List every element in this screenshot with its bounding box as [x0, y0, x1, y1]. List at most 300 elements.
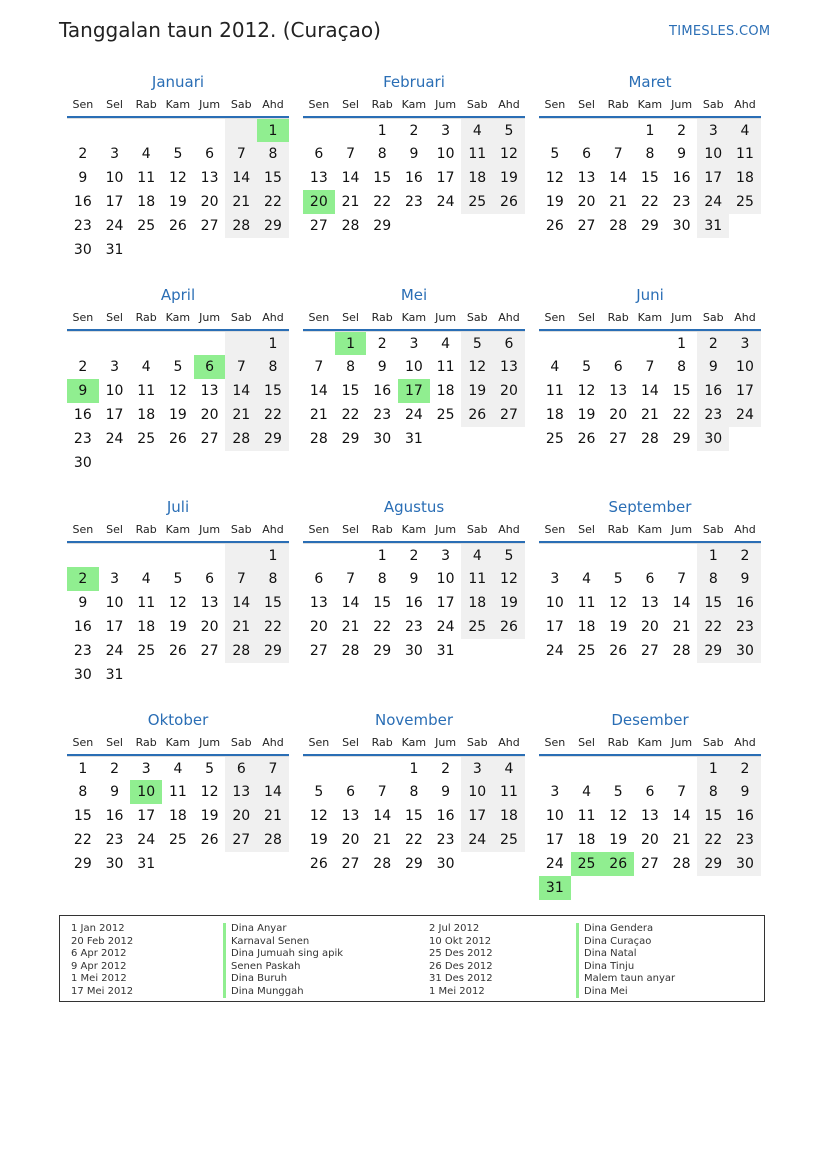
day-cell: 23 — [73, 643, 92, 659]
month-name: Juni — [636, 286, 664, 304]
day-cell: 15 — [73, 808, 92, 824]
empty-cell — [571, 876, 603, 900]
empty-cell — [130, 451, 162, 475]
day-cell: 1 — [335, 331, 367, 355]
day-cell: 5 — [493, 118, 525, 142]
day-cell: 29 — [373, 218, 392, 234]
weekday-label: Jum — [671, 98, 693, 111]
empty-cell — [493, 639, 525, 663]
day-cell: 14 — [309, 383, 328, 399]
day-cell: 11 — [493, 780, 525, 804]
day-cell: 12 — [168, 170, 187, 186]
day-cell: 18 — [729, 166, 761, 190]
day-cell: 2 — [99, 756, 131, 780]
day-cell: 8 — [257, 567, 289, 591]
weekday-label: Ahd — [498, 98, 520, 111]
day-cell: 29 — [404, 856, 423, 872]
day-cell: 6 — [225, 756, 257, 780]
day-cell: 11 — [137, 383, 156, 399]
day-cell: 17 — [105, 194, 124, 210]
day-cell: 21 — [341, 619, 360, 635]
day-cell: 24 — [436, 619, 455, 635]
day-cell: 11 — [461, 567, 493, 591]
day-cell: 17 — [697, 166, 729, 190]
empty-cell — [162, 238, 194, 262]
day-cell: 14 — [640, 383, 659, 399]
day-cell: 20 — [341, 832, 360, 848]
day-cell: 24 — [105, 218, 124, 234]
weekday-label: Kam — [401, 523, 427, 536]
day-cell: 19 — [168, 619, 187, 635]
day-cell: 31 — [404, 431, 423, 447]
weekday-label: Sel — [578, 736, 595, 749]
day-cell: 26 — [602, 852, 634, 876]
weekday-label: Ahd — [262, 736, 284, 749]
empty-cell — [366, 756, 398, 780]
day-cell: 10 — [105, 595, 124, 611]
empty-cell — [602, 118, 634, 142]
day-cell: 20 — [303, 190, 335, 214]
day-cell: 6 — [346, 784, 355, 800]
weekday-label: Sen — [308, 523, 330, 536]
weekday-label: Rab — [135, 523, 157, 536]
day-cell: 13 — [225, 780, 257, 804]
month-name: Maret — [628, 73, 672, 91]
weekday-label: Sab — [466, 311, 488, 324]
day-cell: 30 — [436, 856, 455, 872]
empty-cell — [539, 756, 571, 780]
day-cell: 1 — [398, 756, 430, 780]
weekday-label: Jum — [435, 98, 457, 111]
weekday-label: Jum — [199, 523, 221, 536]
day-cell: 8 — [409, 784, 419, 800]
day-cell: 22 — [257, 403, 289, 427]
empty-cell — [461, 639, 493, 663]
weekday-label: Ahd — [734, 98, 756, 111]
day-cell: 21 — [373, 832, 392, 848]
day-cell: 3 — [697, 118, 729, 142]
day-cell: 15 — [697, 591, 729, 615]
weekday-label: Sel — [578, 311, 595, 324]
month-juli — [67, 495, 289, 687]
day-cell: 26 — [493, 190, 525, 214]
weekday-label: Ahd — [498, 311, 520, 324]
day-cell: 13 — [577, 170, 596, 186]
weekday-label: Jum — [435, 523, 457, 536]
day-cell: 14 — [609, 170, 628, 186]
day-grid — [303, 756, 525, 876]
day-cell: 16 — [404, 595, 423, 611]
month-name: Agustus — [383, 498, 445, 516]
weekday-label: Jum — [199, 98, 221, 111]
day-cell: 23 — [729, 828, 761, 852]
day-cell: 5 — [194, 756, 226, 780]
day-cell: 13 — [609, 383, 628, 399]
empty-cell — [162, 663, 194, 687]
weekday-header — [539, 307, 761, 331]
day-cell: 15 — [257, 166, 289, 190]
day-cell: 3 — [110, 146, 119, 162]
empty-cell — [666, 543, 698, 567]
weekday-label: Sab — [702, 523, 724, 536]
day-cell: 16 — [73, 619, 92, 635]
day-cell: 7 — [314, 359, 324, 375]
empty-cell — [634, 756, 666, 780]
day-cell: 4 — [461, 118, 493, 142]
day-cell: 24 — [105, 643, 124, 659]
day-grid — [303, 118, 525, 238]
day-cell: 30 — [73, 242, 92, 258]
weekday-label: Sen — [544, 98, 566, 111]
day-cell: 22 — [373, 194, 392, 210]
day-cell: 13 — [200, 170, 219, 186]
day-cell: 5 — [582, 359, 591, 375]
weekday-label: Sel — [578, 523, 595, 536]
day-cell: 31 — [697, 214, 729, 238]
day-cell: 18 — [137, 194, 156, 210]
day-cell: 19 — [168, 407, 187, 423]
month-name: Juli — [166, 498, 190, 516]
empty-cell — [225, 852, 257, 876]
day-cell: 28 — [640, 431, 659, 447]
day-cell: 8 — [257, 142, 289, 166]
weekday-label: Sab — [702, 98, 724, 111]
weekday-label: Kam — [637, 98, 663, 111]
day-cell: 25 — [729, 190, 761, 214]
empty-cell — [539, 331, 571, 355]
day-cell: 19 — [545, 194, 564, 210]
day-cell: 13 — [341, 808, 360, 824]
month-februari — [303, 70, 525, 238]
empty-cell — [461, 852, 493, 876]
weekday-label: Kam — [165, 523, 191, 536]
day-cell: 29 — [257, 639, 289, 663]
day-cell: 22 — [373, 619, 392, 635]
month-name: Januari — [151, 73, 205, 91]
day-cell: 4 — [461, 543, 493, 567]
day-cell: 30 — [729, 852, 761, 876]
weekday-label: Sen — [308, 98, 330, 111]
month-name: Oktober — [147, 711, 209, 729]
legend-holiday-name: Dina Gendera — [576, 923, 675, 936]
day-cell: 26 — [168, 218, 187, 234]
empty-cell — [194, 852, 226, 876]
day-cell: 31 — [105, 242, 124, 258]
day-cell: 15 — [697, 804, 729, 828]
day-cell: 31 — [539, 876, 571, 900]
day-cell: 4 — [141, 359, 151, 375]
weekday-label: Sen — [544, 311, 566, 324]
day-cell: 18 — [137, 619, 156, 635]
weekday-label: Rab — [135, 98, 157, 111]
legend-holiday-name: Karnaval Senen — [223, 936, 343, 949]
day-cell: 19 — [461, 379, 493, 403]
day-cell: 5 — [613, 784, 623, 800]
day-cell: 4 — [582, 571, 591, 587]
empty-cell — [194, 238, 226, 262]
day-cell: 25 — [545, 431, 564, 447]
legend-holiday-name: Dina Tinju — [576, 961, 675, 974]
day-cell: 13 — [640, 808, 659, 824]
empty-cell — [67, 543, 99, 567]
empty-cell — [130, 663, 162, 687]
empty-cell — [99, 331, 131, 355]
day-cell: 21 — [609, 194, 628, 210]
legend-date: 9 Apr 2012 — [71, 960, 127, 972]
day-cell: 2 — [729, 756, 761, 780]
weekday-label: Ahd — [734, 311, 756, 324]
weekday-header — [303, 307, 525, 331]
day-cell: 2 — [398, 543, 430, 567]
day-cell: 24 — [404, 407, 423, 423]
weekday-label: Sel — [106, 311, 123, 324]
weekday-label: Jum — [435, 311, 457, 324]
day-cell: 29 — [697, 852, 729, 876]
day-cell: 24 — [545, 643, 564, 659]
day-cell: 7 — [613, 146, 623, 162]
day-cell: 21 — [225, 190, 257, 214]
empty-cell — [162, 852, 194, 876]
empty-cell — [398, 214, 430, 238]
day-cell: 21 — [341, 194, 360, 210]
day-cell: 2 — [366, 331, 398, 355]
day-cell: 8 — [697, 567, 729, 591]
day-cell: 13 — [200, 595, 219, 611]
day-cell: 7 — [257, 756, 289, 780]
day-cell: 9 — [697, 355, 729, 379]
day-cell: 24 — [461, 828, 493, 852]
weekday-label: Sel — [342, 523, 359, 536]
day-cell: 19 — [309, 832, 328, 848]
empty-cell — [130, 118, 162, 142]
day-cell: 19 — [493, 166, 525, 190]
day-cell: 9 — [78, 595, 88, 611]
weekday-label: Sen — [308, 311, 330, 324]
day-cell: 17 — [545, 832, 564, 848]
day-cell: 22 — [257, 615, 289, 639]
day-cell: 28 — [309, 431, 328, 447]
day-cell: 20 — [640, 832, 659, 848]
day-cell: 9 — [377, 359, 387, 375]
day-cell: 20 — [225, 804, 257, 828]
weekday-label: Rab — [135, 736, 157, 749]
day-cell: 16 — [729, 804, 761, 828]
day-cell: 27 — [640, 643, 659, 659]
day-cell: 10 — [729, 355, 761, 379]
empty-cell — [461, 214, 493, 238]
day-cell: 24 — [436, 194, 455, 210]
day-cell: 3 — [398, 331, 430, 355]
day-cell: 18 — [168, 808, 187, 824]
weekday-label: Kam — [401, 736, 427, 749]
day-cell: 27 — [341, 856, 360, 872]
day-cell: 2 — [430, 756, 462, 780]
day-cell: 27 — [200, 431, 219, 447]
empty-cell — [303, 543, 335, 567]
day-cell: 12 — [609, 595, 628, 611]
day-cell: 20 — [577, 194, 596, 210]
day-cell: 15 — [257, 379, 289, 403]
empty-cell — [571, 543, 603, 567]
day-cell: 7 — [225, 567, 257, 591]
weekday-label: Sab — [466, 523, 488, 536]
legend-date: 6 Apr 2012 — [71, 948, 127, 959]
day-cell: 15 — [373, 170, 392, 186]
day-cell: 21 — [672, 619, 691, 635]
day-grid — [539, 118, 761, 238]
weekday-label: Sen — [72, 523, 94, 536]
weekday-label: Jum — [199, 311, 221, 324]
weekday-label: Sab — [230, 98, 252, 111]
weekday-label: Rab — [607, 736, 629, 749]
weekday-label: Rab — [371, 98, 393, 111]
day-cell: 11 — [577, 808, 596, 824]
month-name: Februari — [383, 73, 445, 91]
legend-date: 17 Mei 2012 — [71, 985, 134, 997]
day-cell: 19 — [168, 194, 187, 210]
day-cell: 19 — [609, 832, 628, 848]
day-cell: 26 — [577, 431, 596, 447]
day-cell: 9 — [409, 571, 419, 587]
empty-cell — [194, 543, 226, 567]
day-cell: 8 — [377, 146, 387, 162]
weekday-label: Jum — [435, 736, 457, 749]
day-cell: 30 — [105, 856, 124, 872]
day-cell: 29 — [257, 427, 289, 451]
month-desember — [539, 708, 761, 900]
day-cell: 22 — [341, 407, 360, 423]
weekday-label: Rab — [607, 98, 629, 111]
weekday-label: Sab — [466, 98, 488, 111]
month-januari — [67, 70, 289, 262]
weekday-label: Jum — [199, 736, 221, 749]
empty-cell — [99, 451, 131, 475]
legend-date: 20 Feb 2012 — [71, 935, 134, 947]
day-cell: 5 — [314, 784, 324, 800]
day-cell: 30 — [672, 218, 691, 234]
day-cell: 26 — [609, 643, 628, 659]
day-cell: 29 — [341, 431, 360, 447]
day-cell: 8 — [697, 780, 729, 804]
day-cell: 13 — [200, 383, 219, 399]
day-cell: 16 — [672, 170, 691, 186]
day-cell: 28 — [225, 427, 257, 451]
day-cell: 23 — [73, 431, 92, 447]
weekday-label: Sel — [342, 98, 359, 111]
day-cell: 10 — [436, 146, 455, 162]
day-cell: 21 — [257, 804, 289, 828]
day-cell: 6 — [645, 784, 655, 800]
day-cell: 16 — [697, 379, 729, 403]
legend-dates-col-1 — [71, 923, 133, 998]
empty-cell — [493, 214, 525, 238]
day-grid — [67, 756, 289, 876]
day-cell: 4 — [141, 146, 151, 162]
weekday-label: Sen — [72, 736, 94, 749]
legend-date: 1 Jan 2012 — [71, 923, 125, 934]
legend-date: 31 Des 2012 — [429, 973, 493, 984]
day-cell: 27 — [309, 643, 328, 659]
day-cell: 3 — [130, 756, 162, 780]
day-cell: 20 — [200, 194, 219, 210]
day-cell: 10 — [436, 571, 455, 587]
day-cell: 6 — [314, 146, 324, 162]
empty-cell — [162, 543, 194, 567]
weekday-label: Sab — [230, 311, 252, 324]
weekday-label: Sab — [702, 311, 724, 324]
day-cell: 2 — [398, 118, 430, 142]
day-cell: 9 — [67, 379, 99, 403]
day-cell: 31 — [137, 856, 156, 872]
day-cell: 7 — [377, 784, 387, 800]
day-cell: 9 — [729, 780, 761, 804]
day-cell: 23 — [672, 194, 691, 210]
day-cell: 17 — [105, 619, 124, 635]
legend-date: 25 Des 2012 — [429, 948, 493, 959]
day-cell: 4 — [141, 571, 151, 587]
day-cell: 4 — [729, 118, 761, 142]
day-cell: 12 — [168, 383, 187, 399]
day-cell: 17 — [105, 407, 124, 423]
day-cell: 14 — [225, 166, 257, 190]
empty-cell — [130, 331, 162, 355]
day-cell: 4 — [582, 784, 591, 800]
day-cell: 1 — [257, 118, 289, 142]
day-cell: 30 — [373, 431, 392, 447]
weekday-label: Sen — [72, 311, 94, 324]
weekday-label: Jum — [671, 311, 693, 324]
day-cell: 29 — [73, 856, 92, 872]
weekday-header — [67, 519, 289, 543]
weekday-label: Ahd — [498, 736, 520, 749]
day-cell: 8 — [677, 359, 687, 375]
empty-cell — [225, 663, 257, 687]
brand-link[interactable]: TIMESLES.COM — [669, 24, 771, 39]
day-cell: 3 — [461, 756, 493, 780]
day-cell: 12 — [493, 142, 525, 166]
day-cell: 15 — [640, 170, 659, 186]
day-grid — [303, 331, 525, 451]
weekday-header — [67, 307, 289, 331]
day-cell: 6 — [645, 571, 655, 587]
day-cell: 16 — [73, 194, 92, 210]
day-cell: 4 — [162, 756, 194, 780]
page-title: Tanggalan taun 2012. (Curaçao) — [59, 18, 381, 42]
day-cell: 2 — [666, 118, 698, 142]
empty-cell — [257, 663, 289, 687]
weekday-header — [539, 732, 761, 756]
empty-cell — [225, 451, 257, 475]
weekday-label: Rab — [607, 523, 629, 536]
weekday-label: Kam — [165, 98, 191, 111]
day-cell: 10 — [105, 170, 124, 186]
day-cell: 14 — [257, 780, 289, 804]
weekday-header — [303, 94, 525, 118]
day-grid — [67, 543, 289, 687]
day-cell: 12 — [461, 355, 493, 379]
month-maret — [539, 70, 761, 238]
weekday-header — [303, 519, 525, 543]
day-cell: 17 — [436, 595, 455, 611]
day-cell: 15 — [404, 808, 423, 824]
day-cell: 18 — [137, 407, 156, 423]
legend-names-col-2 — [576, 923, 675, 998]
day-cell: 7 — [346, 571, 355, 587]
legend-date: 1 Mei 2012 — [71, 973, 127, 984]
day-cell: 12 — [545, 170, 564, 186]
day-cell: 16 — [404, 170, 423, 186]
day-cell: 26 — [461, 403, 493, 427]
